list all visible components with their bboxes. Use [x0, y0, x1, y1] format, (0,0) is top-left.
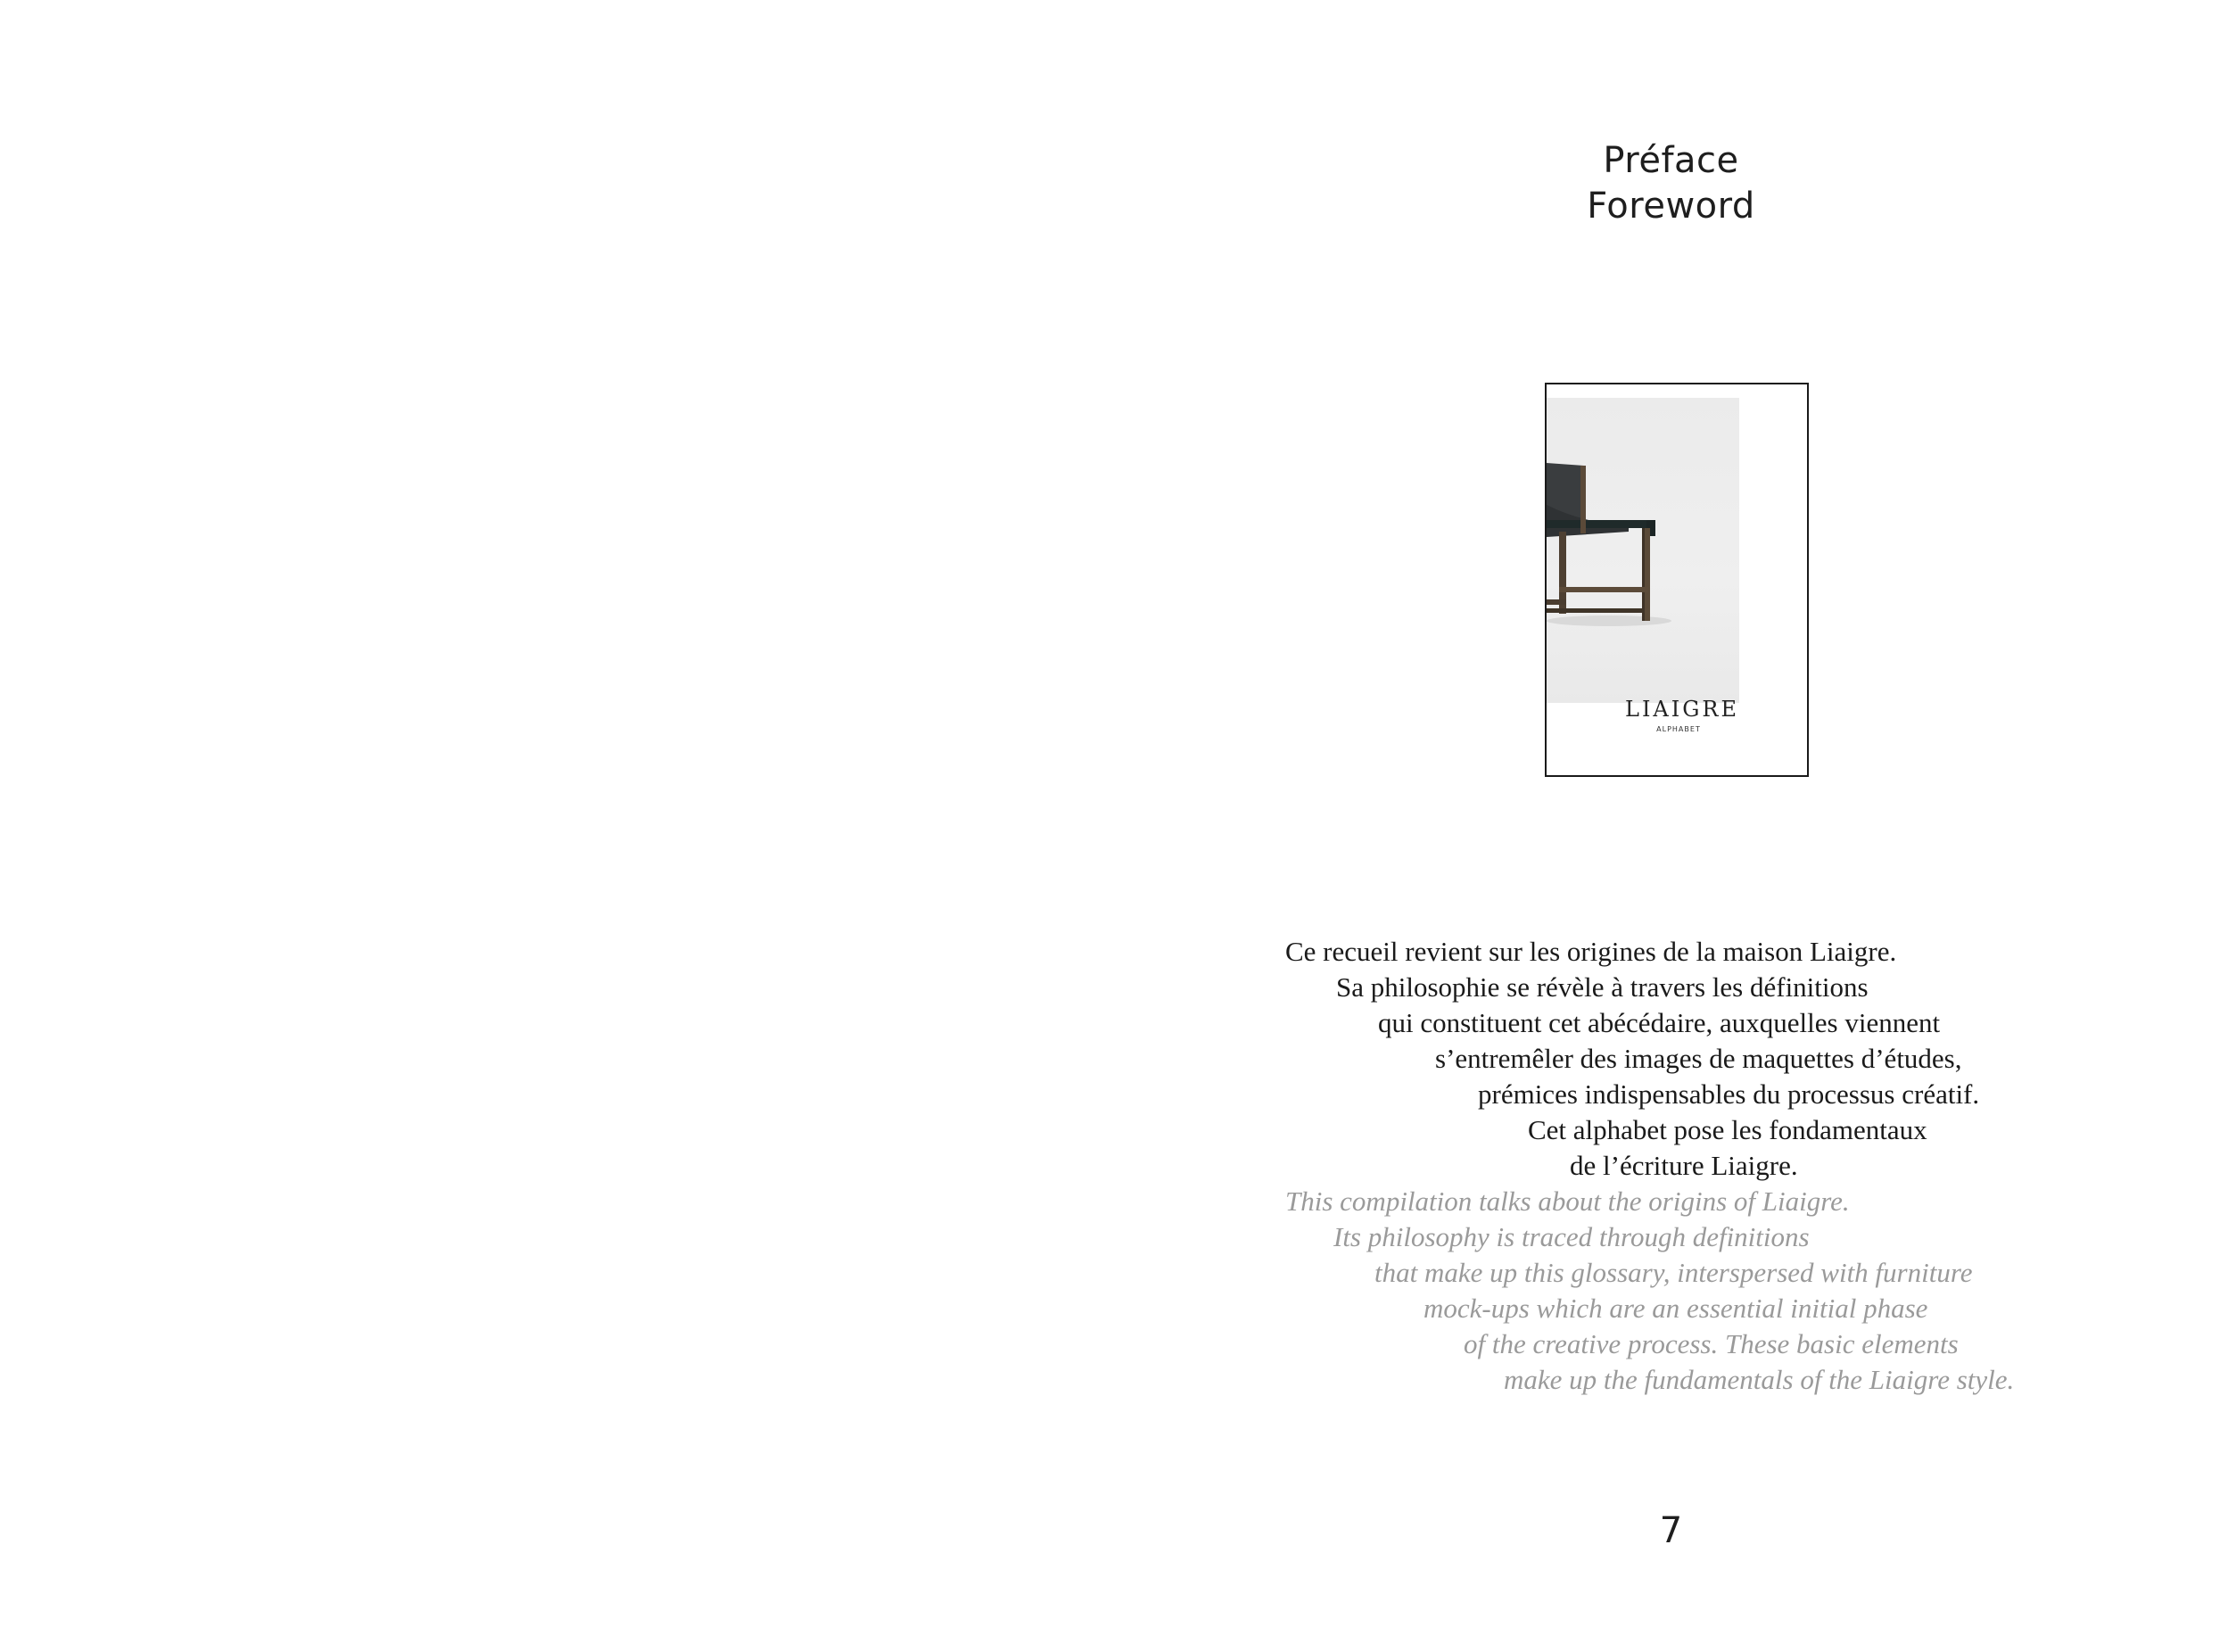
page-number: 7	[1659, 1510, 1683, 1551]
french-line: prémices indispensables du processus créatif.	[1478, 1078, 1980, 1110]
armchair-illustration	[1547, 398, 1739, 703]
armchair-photo	[1547, 398, 1739, 703]
french-line: de l’écriture Liaigre.	[1570, 1150, 1798, 1181]
page-heading	[1114, 138, 2228, 229]
english-line: that make up this glossary, interspersed with furniture	[1374, 1257, 1973, 1288]
english-line: This compilation talks about the origins of Liaigre.	[1285, 1185, 1850, 1217]
french-line: Cet alphabet pose les fondamentaux	[1528, 1114, 1927, 1145]
french-line: Ce recueil revient sur les origines de la maison Liaigre.	[1285, 936, 1897, 967]
french-line: qui constituent cet abécédaire, auxquelles viennent	[1378, 1007, 1941, 1038]
english-line: mock-ups which are an essential initial phase	[1423, 1293, 1928, 1324]
right-page	[1114, 0, 2228, 1652]
english-line: make up the fundamentals of the Liaigre style.	[1504, 1364, 2015, 1395]
brand-subtitle: ALPHABET	[1656, 725, 1701, 733]
english-line: Its philosophy is traced through definitions	[1333, 1221, 1810, 1252]
heading-english: Foreword	[1587, 186, 1755, 227]
brand-logo-text: LIAIGRE	[1625, 697, 1739, 722]
french-line: Sa philosophie se révèle à travers les définitions	[1336, 971, 1869, 1003]
english-line: of the creative process. These basic elements	[1464, 1328, 1959, 1359]
french-line: s’entremêler des images de maquettes d’études,	[1435, 1043, 1962, 1074]
book-cover-image	[1545, 383, 1809, 777]
heading-french: Préface	[1603, 140, 1739, 181]
